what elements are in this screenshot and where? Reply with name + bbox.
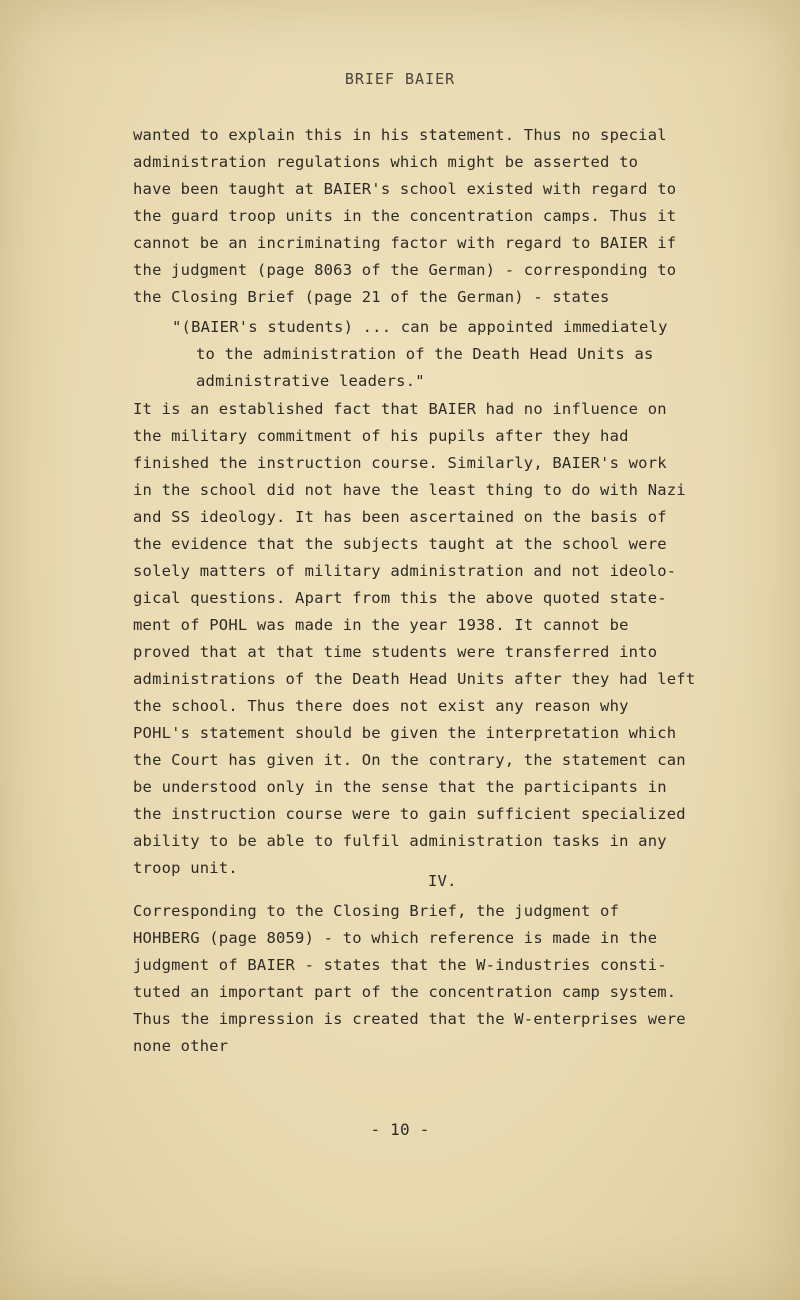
text-line: in the school did not have the least thing to do with Nazi	[133, 481, 686, 499]
text-line: HOHBERG (page 8059) - to which reference is made in the	[133, 929, 658, 947]
text-line: none other	[133, 1037, 229, 1055]
text-line: the Closing Brief (page 21 of the German) - states	[133, 288, 610, 306]
text-line: the school. Thus there does not exist any reason why	[133, 697, 629, 715]
text-line: gical questions. Apart from this the above quoted state-	[133, 589, 667, 607]
text-line: administration regulations which might be asserted to	[133, 153, 639, 171]
text-line: tuted an important part of the concentration camp system.	[133, 983, 677, 1001]
text-line: judgment of BAIER - states that the W-industries consti-	[133, 956, 667, 974]
text-line: cannot be an incriminating factor with regard to BAIER if	[133, 234, 677, 252]
text-line: have been taught at BAIER's school existed with regard to	[133, 180, 677, 198]
quote-line: to the administration of the Death Head Units as	[196, 345, 654, 363]
text-line: troop unit.	[133, 859, 238, 877]
page-title: BRIEF BAIER	[344, 70, 456, 88]
text-line: the guard troop units in the concentration camps. Thus it	[133, 207, 677, 225]
text-line: ability to be able to fulfil administration tasks in any	[133, 832, 667, 850]
text-line: POHL's statement should be given the interpretation which	[133, 724, 677, 742]
text-line: Thus the impression is created that the W-enterprises were	[133, 1010, 686, 1028]
quote-line: administrative leaders."	[196, 372, 425, 390]
page-number: - 10 -	[370, 1120, 430, 1139]
text-line: the instruction course were to gain sufficient specialized	[133, 805, 686, 823]
section-number: IV.	[428, 872, 457, 890]
quote-line: "(BAIER's students) ... can be appointed immediately	[172, 318, 668, 336]
text-line: proved that at that time students were transferred into	[133, 643, 658, 661]
text-line: administrations of the Death Head Units after they had left	[133, 670, 696, 688]
text-line: finished the instruction course. Similarly, BAIER's work	[133, 454, 667, 472]
text-line: wanted to explain this in his statement. Thus no special	[133, 126, 667, 144]
text-line: the Court has given it. On the contrary, the statement can	[133, 751, 686, 769]
text-line: ment of POHL was made in the year 1938. It cannot be	[133, 616, 629, 634]
text-line: solely matters of military administration and not ideolo-	[133, 562, 677, 580]
text-line: and SS ideology. It has been ascertained on the basis of	[133, 508, 667, 526]
text-line: the evidence that the subjects taught at the school were	[133, 535, 667, 553]
text-line: It is an established fact that BAIER had no influence on	[133, 400, 667, 418]
text-line: the military commitment of his pupils after they had	[133, 427, 629, 445]
text-line: be understood only in the sense that the participants in	[133, 778, 667, 796]
text-line: the judgment (page 8063 of the German) - corresponding to	[133, 261, 677, 279]
text-line: Corresponding to the Closing Brief, the judgment of	[133, 902, 620, 920]
